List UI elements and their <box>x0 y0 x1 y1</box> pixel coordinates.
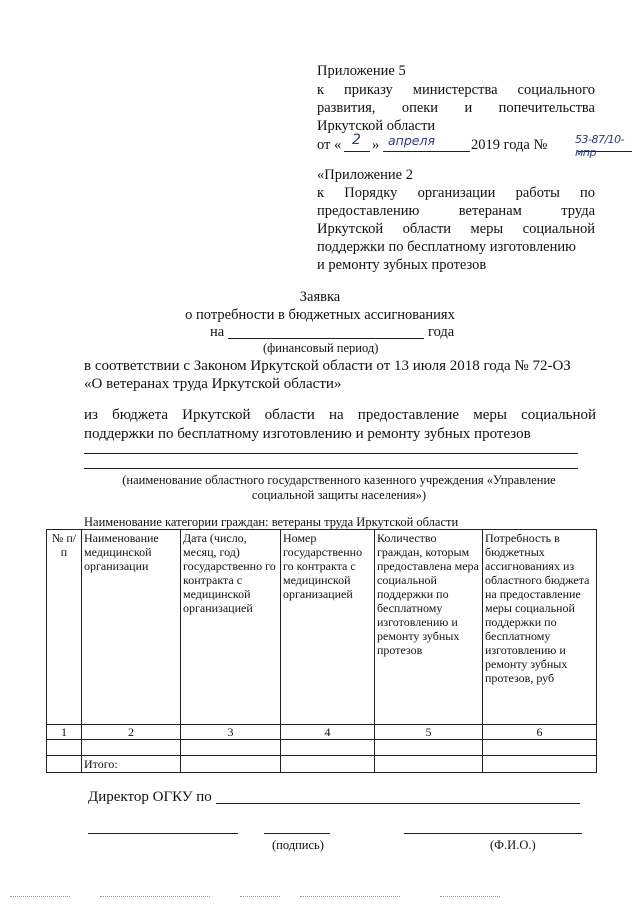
header-cell-budget-need: Потребность в бюджетных ассигнованиях из областного бюджета на предоставление меры социальной поддержки по бесплатному изготовлению и ремонту зубных протезов, руб <box>483 530 597 725</box>
signature-underline <box>264 833 330 834</box>
institution-hint-line-2: социальной защиты населения») <box>251 488 427 502</box>
date-day-handwritten: 2 <box>352 132 361 148</box>
period-for-label: на <box>210 324 225 340</box>
full-name-underline <box>404 833 582 834</box>
appendix-2-line-2: предоставлению ветеранам труда <box>317 203 596 219</box>
budget-line-2: поддержки по бесплатному изготовлению и ремонту зубных протезов <box>84 426 531 442</box>
table-cell <box>181 756 281 773</box>
requirements-table <box>46 529 597 773</box>
appendix-2-line-1: к Порядку организации работы по <box>317 185 596 201</box>
appendix-5-title: Приложение 5 <box>317 63 406 79</box>
citizen-category: Наименование категории граждан: ветераны труда Иркутской области <box>84 515 459 529</box>
table-cell <box>82 740 181 756</box>
header-cell-organization: Наименование медицинской организации <box>82 530 181 725</box>
position-underline <box>88 833 238 834</box>
column-number: 2 <box>82 725 181 740</box>
order-date-mid: » <box>372 137 380 153</box>
scan-mark <box>10 896 70 897</box>
period-hint: (финансовый период) <box>263 341 379 355</box>
budget-line-1: из бюджета Иркутской области на предоставление меры социальной <box>84 407 596 423</box>
table-cell <box>281 740 375 756</box>
director-underline <box>216 803 580 804</box>
column-number: 6 <box>483 725 597 740</box>
order-line-1: к приказу министерства социального <box>317 82 596 98</box>
date-number-handwritten: 53-87/10-мпр <box>575 133 625 159</box>
request-subtitle: о потребности в бюджетных ассигнованиях <box>185 307 455 323</box>
institution-underline-2 <box>84 468 578 469</box>
date-month-underline <box>383 151 470 152</box>
table-cell <box>47 740 82 756</box>
appendix-2-line-4: поддержки по бесплатному изготовлению <box>317 239 576 255</box>
appendix-2-title: «Приложение 2 <box>317 167 413 183</box>
appendix-2-line-3: Иркутской области меры социальной <box>317 221 596 237</box>
table-total-row <box>47 756 597 773</box>
date-month-handwritten: апреля <box>388 133 435 148</box>
table-cell <box>47 756 82 773</box>
period-year-label: года <box>428 324 455 340</box>
column-number: 4 <box>281 725 375 740</box>
institution-hint-line-1: (наименование областного государственного казенного учреждения «Управление <box>122 473 556 487</box>
table-cell <box>181 740 281 756</box>
period-underline <box>228 338 424 339</box>
scan-mark <box>100 896 210 897</box>
full-name-hint: (Ф.И.О.) <box>490 838 536 852</box>
signature-hint: (подпись) <box>272 838 324 852</box>
column-number-row <box>47 725 597 740</box>
order-date-prefix: от « <box>317 137 342 153</box>
law-line-2: «О ветеранах труда Иркутской области» <box>84 376 342 392</box>
table-cell <box>483 756 597 773</box>
scan-mark <box>300 896 400 897</box>
table-cell <box>375 740 483 756</box>
header-cell-contract-date: Дата (число, месяц, год) государственно го контракта с медицинской организацией <box>181 530 281 725</box>
order-line-2: развития, опеки и попечительства <box>317 100 595 116</box>
date-day-underline <box>344 151 370 152</box>
law-line-1: в соответствии с Законом Иркутской области от 13 июля 2018 года № 72-ОЗ <box>84 358 571 374</box>
column-number: 5 <box>375 725 483 740</box>
header-cell-contract-number: Номер государственно го контракта с медицинской организацией <box>281 530 375 725</box>
header-cell-citizens-count: Количество граждан, которым предоставлена мера социальной поддержки по бесплатному изготовлению и ремонту зубных протезов <box>375 530 483 725</box>
table-header-row <box>47 530 597 725</box>
appendix-2-line-5: и ремонту зубных протезов <box>317 257 487 273</box>
column-number: 1 <box>47 725 82 740</box>
table-cell <box>375 756 483 773</box>
order-line-3: Иркутской области <box>317 118 436 134</box>
table-cell <box>281 756 375 773</box>
request-title: Заявка <box>299 289 341 305</box>
total-label: Итого: <box>82 756 181 773</box>
order-date-year: 2019 года № <box>471 137 548 153</box>
table-row <box>47 740 597 756</box>
column-number: 3 <box>181 725 281 740</box>
scan-mark <box>440 896 500 897</box>
director-label: Директор ОГКУ по <box>88 789 212 805</box>
institution-underline-1 <box>84 453 578 454</box>
table-cell <box>483 740 597 756</box>
scan-mark <box>240 896 280 897</box>
header-cell-number: № п/п <box>47 530 82 725</box>
